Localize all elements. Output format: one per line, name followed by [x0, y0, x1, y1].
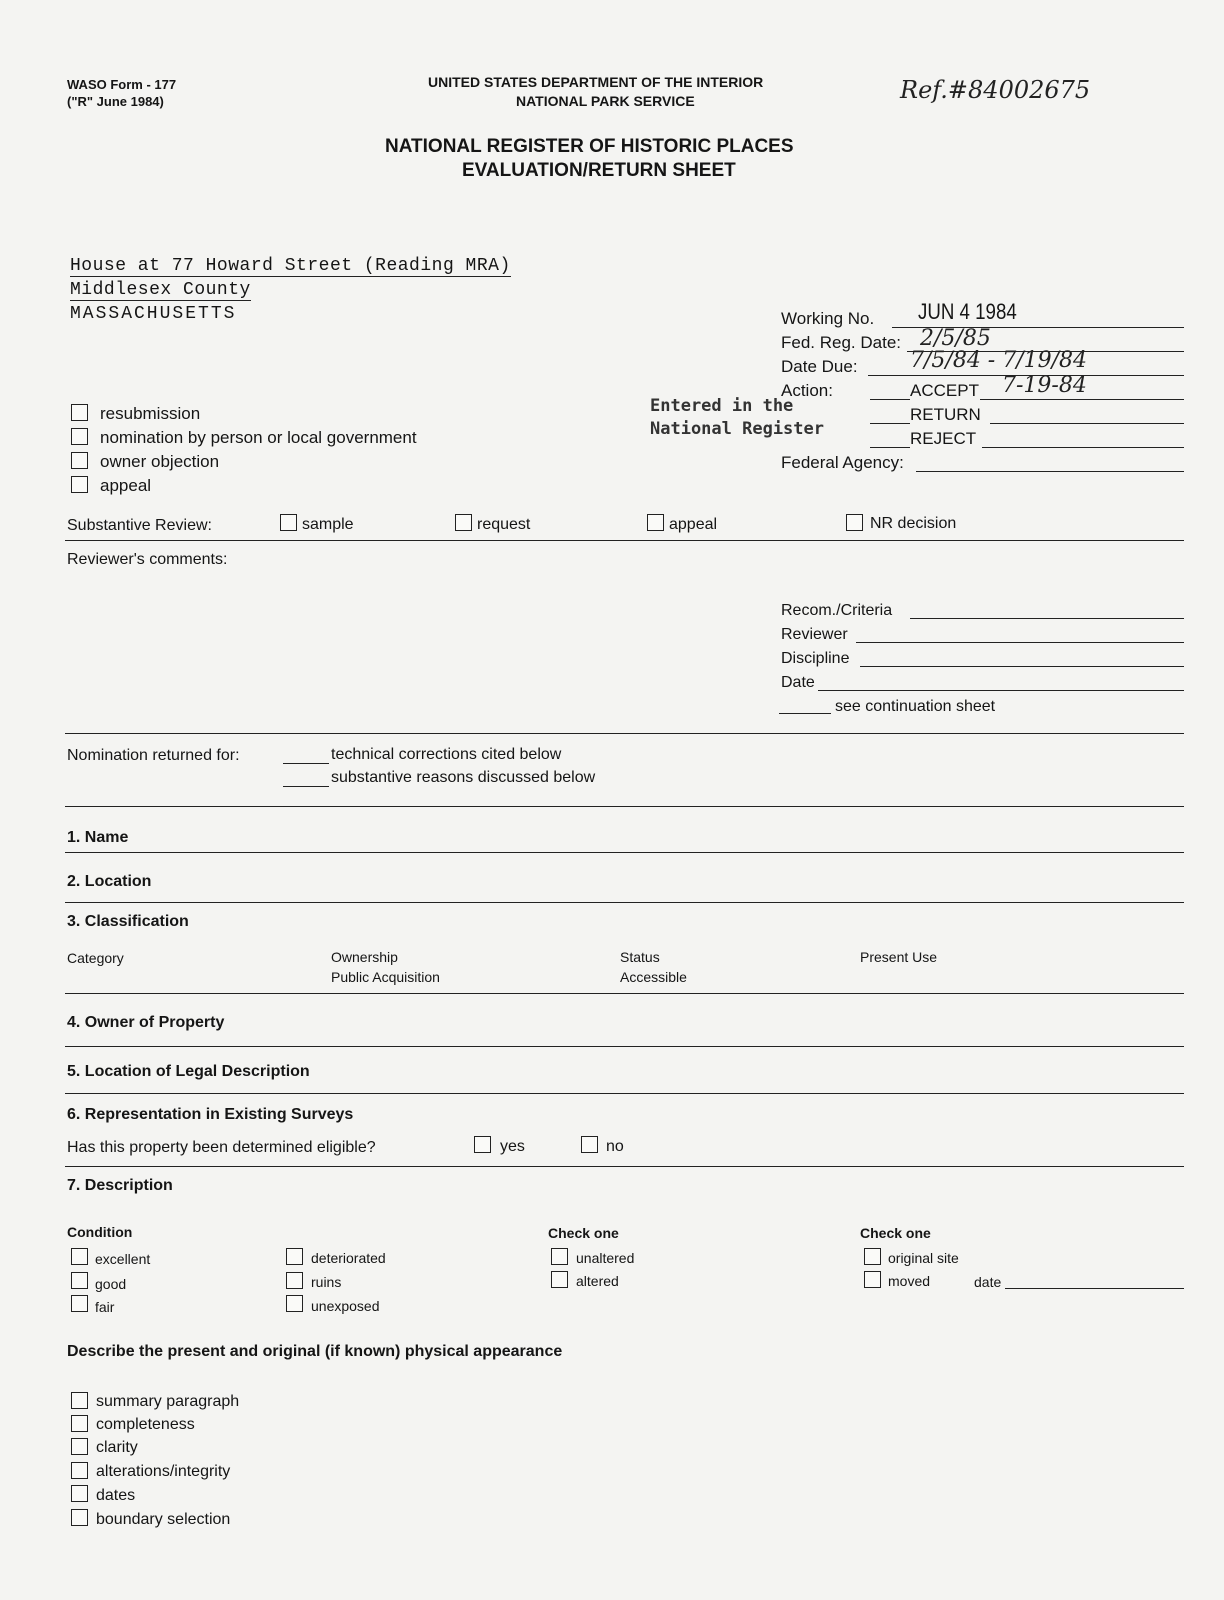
resubmission-label: resubmission	[100, 404, 201, 423]
register-stamp-line2: National Register	[650, 419, 824, 439]
discipline-label: Discipline	[781, 650, 850, 667]
date-due-label: Date Due:	[781, 357, 858, 376]
substantive-reasons-label: substantive reasons discussed below	[331, 769, 596, 786]
category-label: Category	[67, 950, 124, 966]
summary-paragraph-checkbox[interactable]	[71, 1392, 88, 1409]
accessible-label: Accessible	[620, 969, 687, 985]
working-no-value: JUN 4 1984	[918, 299, 1017, 324]
completeness-checkbox[interactable]	[71, 1415, 88, 1432]
accept-option: ACCEPT	[910, 381, 979, 400]
form-title: NATIONAL REGISTER OF HISTORIC PLACES	[385, 136, 794, 157]
review-appeal-label: appeal	[669, 516, 718, 533]
ownership-label: Ownership	[331, 949, 398, 965]
federal-agency-label: Federal Agency:	[781, 453, 904, 472]
section-surveys: 6. Representation in Existing Surveys	[67, 1106, 354, 1123]
nr-decision-checkbox[interactable]	[846, 514, 863, 531]
appearance-label: Describe the present and original (if known) physical appearance	[67, 1343, 563, 1360]
substantive-review-label: Substantive Review:	[67, 517, 212, 534]
present-use-label: Present Use	[860, 949, 938, 965]
recom-criteria-label: Recom./Criteria	[781, 602, 893, 619]
owner-objection-label: owner objection	[100, 452, 220, 471]
section-name: 1. Name	[67, 829, 129, 846]
unexposed-checkbox[interactable]	[286, 1295, 303, 1312]
eligible-no-label: no	[606, 1138, 624, 1155]
excellent-checkbox[interactable]	[71, 1248, 88, 1265]
review-appeal-checkbox[interactable]	[647, 514, 664, 531]
original-site-label: original site	[888, 1250, 959, 1266]
good-label: good	[95, 1276, 127, 1292]
completeness-label: completeness	[96, 1416, 195, 1433]
working-no-label: Working No.	[781, 309, 875, 328]
property-state: MASSACHUSETTS	[70, 304, 237, 324]
register-stamp-line1: Entered in the	[650, 396, 794, 416]
reviewer-comments-label: Reviewer's comments:	[67, 551, 228, 568]
ruins-label: ruins	[311, 1274, 342, 1290]
review-date-label: Date	[781, 674, 815, 691]
nomination-label: nomination by person or local government	[100, 428, 417, 447]
technical-corrections-label: technical corrections cited below	[331, 746, 562, 763]
clarity-checkbox[interactable]	[71, 1438, 88, 1455]
request-checkbox[interactable]	[455, 514, 472, 531]
check-one-site-label: Check one	[860, 1225, 931, 1241]
eligible-no-checkbox[interactable]	[581, 1136, 598, 1153]
boundary-selection-label: boundary selection	[96, 1511, 231, 1528]
owner-objection-checkbox[interactable]	[71, 452, 88, 469]
form-id: WASO Form - 177	[67, 77, 177, 92]
eligible-yes-checkbox[interactable]	[474, 1136, 491, 1153]
appeal-label: appeal	[100, 476, 152, 495]
section-location: 2. Location	[67, 873, 152, 890]
unaltered-checkbox[interactable]	[551, 1248, 568, 1265]
service-name: NATIONAL PARK SERVICE	[516, 93, 695, 109]
request-label: request	[477, 516, 531, 533]
eligible-yes-label: yes	[500, 1138, 525, 1155]
section-description: 7. Description	[67, 1177, 173, 1194]
fed-reg-date-label: Fed. Reg. Date:	[781, 333, 902, 352]
section-legal-description: 5. Location of Legal Description	[67, 1063, 310, 1080]
eligible-question: Has this property been determined eligible?	[67, 1139, 376, 1156]
dates-label: dates	[96, 1487, 136, 1504]
reviewer-label: Reviewer	[781, 626, 848, 643]
alterations-integrity-label: alterations/integrity	[96, 1463, 231, 1480]
property-name: House at 77 Howard Street (Reading MRA)	[70, 256, 511, 276]
boundary-selection-checkbox[interactable]	[71, 1509, 88, 1526]
return-option: RETURN	[910, 405, 981, 424]
moved-label: moved	[888, 1273, 931, 1289]
section-classification: 3. Classification	[67, 913, 189, 930]
altered-checkbox[interactable]	[551, 1271, 568, 1288]
good-checkbox[interactable]	[71, 1272, 88, 1289]
ruins-checkbox[interactable]	[286, 1272, 303, 1289]
nomination-returned-label: Nomination returned for:	[67, 747, 240, 764]
date-due-value: 7/5/84 - 7/19/84	[910, 348, 1088, 373]
deteriorated-checkbox[interactable]	[286, 1248, 303, 1265]
excellent-label: excellent	[95, 1251, 151, 1267]
unaltered-label: unaltered	[576, 1250, 635, 1266]
altered-label: altered	[576, 1273, 619, 1289]
original-site-checkbox[interactable]	[864, 1248, 881, 1265]
section-owner: 4. Owner of Property	[67, 1014, 225, 1031]
moved-checkbox[interactable]	[864, 1271, 881, 1288]
nr-decision-label: NR decision	[870, 515, 957, 532]
fair-checkbox[interactable]	[71, 1295, 88, 1312]
continuation-sheet-label: see continuation sheet	[835, 698, 996, 715]
status-label: Status	[620, 949, 660, 965]
reject-option: REJECT	[910, 429, 977, 448]
summary-paragraph-label: summary paragraph	[96, 1393, 240, 1410]
fed-reg-date-value: 2/5/85	[920, 326, 991, 351]
moved-date-label: date	[974, 1274, 1002, 1290]
sample-checkbox[interactable]	[280, 514, 297, 531]
condition-label: Condition	[67, 1224, 133, 1240]
unexposed-label: unexposed	[311, 1298, 380, 1314]
action-label: Action:	[781, 381, 833, 400]
deteriorated-label: deteriorated	[311, 1250, 386, 1266]
property-county: Middlesex County	[70, 280, 251, 300]
fair-label: fair	[95, 1299, 115, 1315]
reference-number: Ref.#84002675	[900, 76, 1091, 104]
accept-date: 7-19-84	[1002, 373, 1087, 398]
form-revision: ("R" June 1984)	[67, 94, 164, 109]
public-acquisition-label: Public Acquisition	[331, 969, 440, 985]
check-one-alteration-label: Check one	[548, 1225, 619, 1241]
form-subtitle: EVALUATION/RETURN SHEET	[462, 160, 736, 181]
nomination-checkbox[interactable]	[71, 428, 88, 445]
sample-label: sample	[302, 516, 354, 533]
dates-checkbox[interactable]	[71, 1485, 88, 1502]
department-name: UNITED STATES DEPARTMENT OF THE INTERIOR	[428, 74, 764, 90]
resubmission-checkbox[interactable]	[71, 404, 88, 421]
clarity-label: clarity	[96, 1439, 138, 1456]
alterations-integrity-checkbox[interactable]	[71, 1462, 88, 1479]
appeal-checkbox[interactable]	[71, 476, 88, 493]
